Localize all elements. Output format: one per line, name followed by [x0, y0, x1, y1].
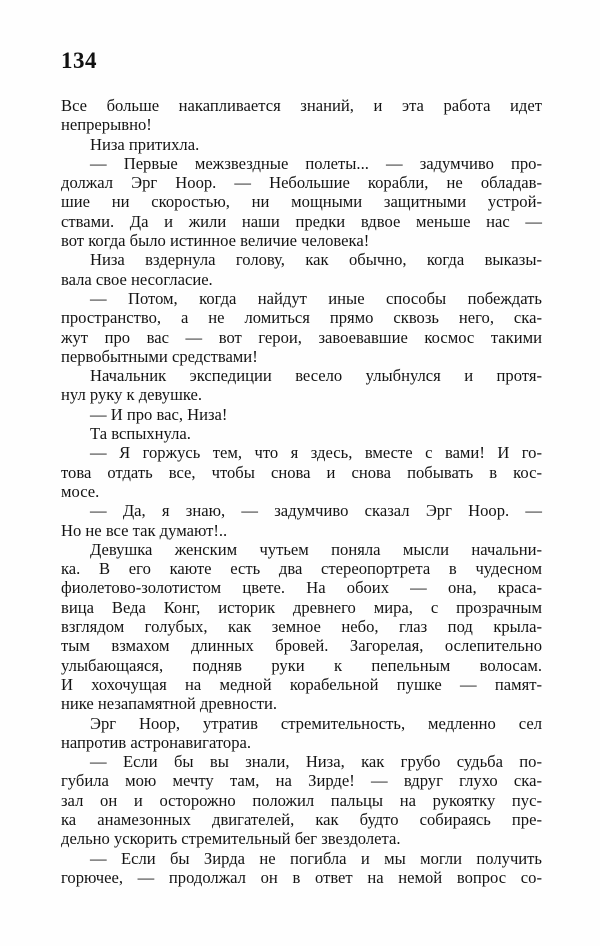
- text-line: пространство, а не ломиться прямо сквозь него, ска-: [61, 308, 542, 328]
- text-line: Но не все так думают!..: [61, 520, 228, 540]
- text-line: вала свое несогласие.: [61, 269, 213, 289]
- text-line: ка. В его каюте есть два стереопортрета в чудесном: [61, 559, 542, 579]
- page-number: 134: [61, 48, 97, 73]
- text-line: горючее, — продолжал он в ответ на немой вопрос со-: [61, 867, 542, 887]
- text-line: ствами. Да и жили наши предки вдвое меньше нас —: [61, 211, 542, 231]
- text-line: вот когда было истинное величие человека!: [61, 231, 370, 251]
- text-line: первобытными средствами!: [61, 346, 258, 366]
- text-line: Начальник экспедиции весело улыбнулся и протя-: [90, 366, 542, 386]
- text-line: това отдать все, чтобы снова и снова побывать в кос-: [61, 462, 542, 482]
- text-line: — Я горжусь тем, что я здесь, вместе с вами! И го-: [90, 443, 542, 463]
- text-line: непрерывно!: [61, 115, 152, 135]
- text-line: Все больше накапливается знаний, и эта работа идет: [61, 96, 542, 115]
- text-line: шие ни скоростью, ни мощными защитными устрой-: [61, 192, 542, 212]
- text-line: — Первые межзвездные полеты... — задумчиво про-: [90, 153, 542, 173]
- text-line: И хохочущая на медной корабельной пушке — памят-: [61, 674, 542, 694]
- text-line: фиолетово-золотистом цвете. На обоих — она, краса-: [61, 578, 542, 598]
- text-line: вица Веда Конг, историк древнего мира, с прозрачным: [61, 597, 542, 617]
- text-line: должал Эрг Ноор. — Небольшие корабли, не обладав-: [61, 173, 542, 193]
- text-line: Девушка женским чутьем поняла мысли начальни-: [90, 539, 542, 559]
- text-line: — Да, я знаю, — задумчиво сказал Эрг Ноор. —: [90, 501, 542, 521]
- text-line: ка анамезонных двигателей, как будто собираясь пре-: [61, 809, 542, 829]
- text-line: — Если бы Зирда не погибла и мы могли получить: [90, 848, 542, 868]
- text-line: нике незапамятной древности.: [61, 694, 278, 714]
- body-text: [61, 96, 542, 887]
- text-line: Низа притихла.: [90, 134, 200, 154]
- text-line: губила мою мечту там, на Зирде! — вдруг глухо ска-: [61, 771, 542, 791]
- text-line: Та вспыхнула.: [90, 424, 191, 444]
- text-line: напротив астронавигатора.: [61, 732, 252, 752]
- text-line: жут про вас — вот герои, завоевавшие космос такими: [61, 327, 542, 347]
- text-line: тым взмахом длинных бровей. Загорелая, ослепительно: [61, 636, 542, 656]
- text-line: зал он и осторожно положил пальцы на рукоятку пус-: [61, 790, 542, 810]
- text-line: Эрг Ноор, утратив стремительность, медленно сел: [90, 713, 542, 733]
- text-line: взглядом голубых, как земное небо, глаз под крыла-: [61, 617, 542, 637]
- text-line: нул руку к девушке.: [61, 385, 203, 405]
- text-line: дельно ускорить стремительный бег звездолета.: [61, 829, 401, 849]
- text-line: Низа вздернула голову, как обычно, когда выказы-: [90, 250, 542, 270]
- text-line: улыбающаяся, подняв руки к пепельным волосам.: [61, 655, 542, 675]
- text-line: — Потом, когда найдут иные способы побеждать: [90, 288, 542, 308]
- text-line: — Если бы вы знали, Низа, как грубо судьба по-: [90, 752, 542, 772]
- text-line: мосе.: [61, 481, 100, 501]
- text-line: — И про вас, Низа!: [90, 404, 228, 424]
